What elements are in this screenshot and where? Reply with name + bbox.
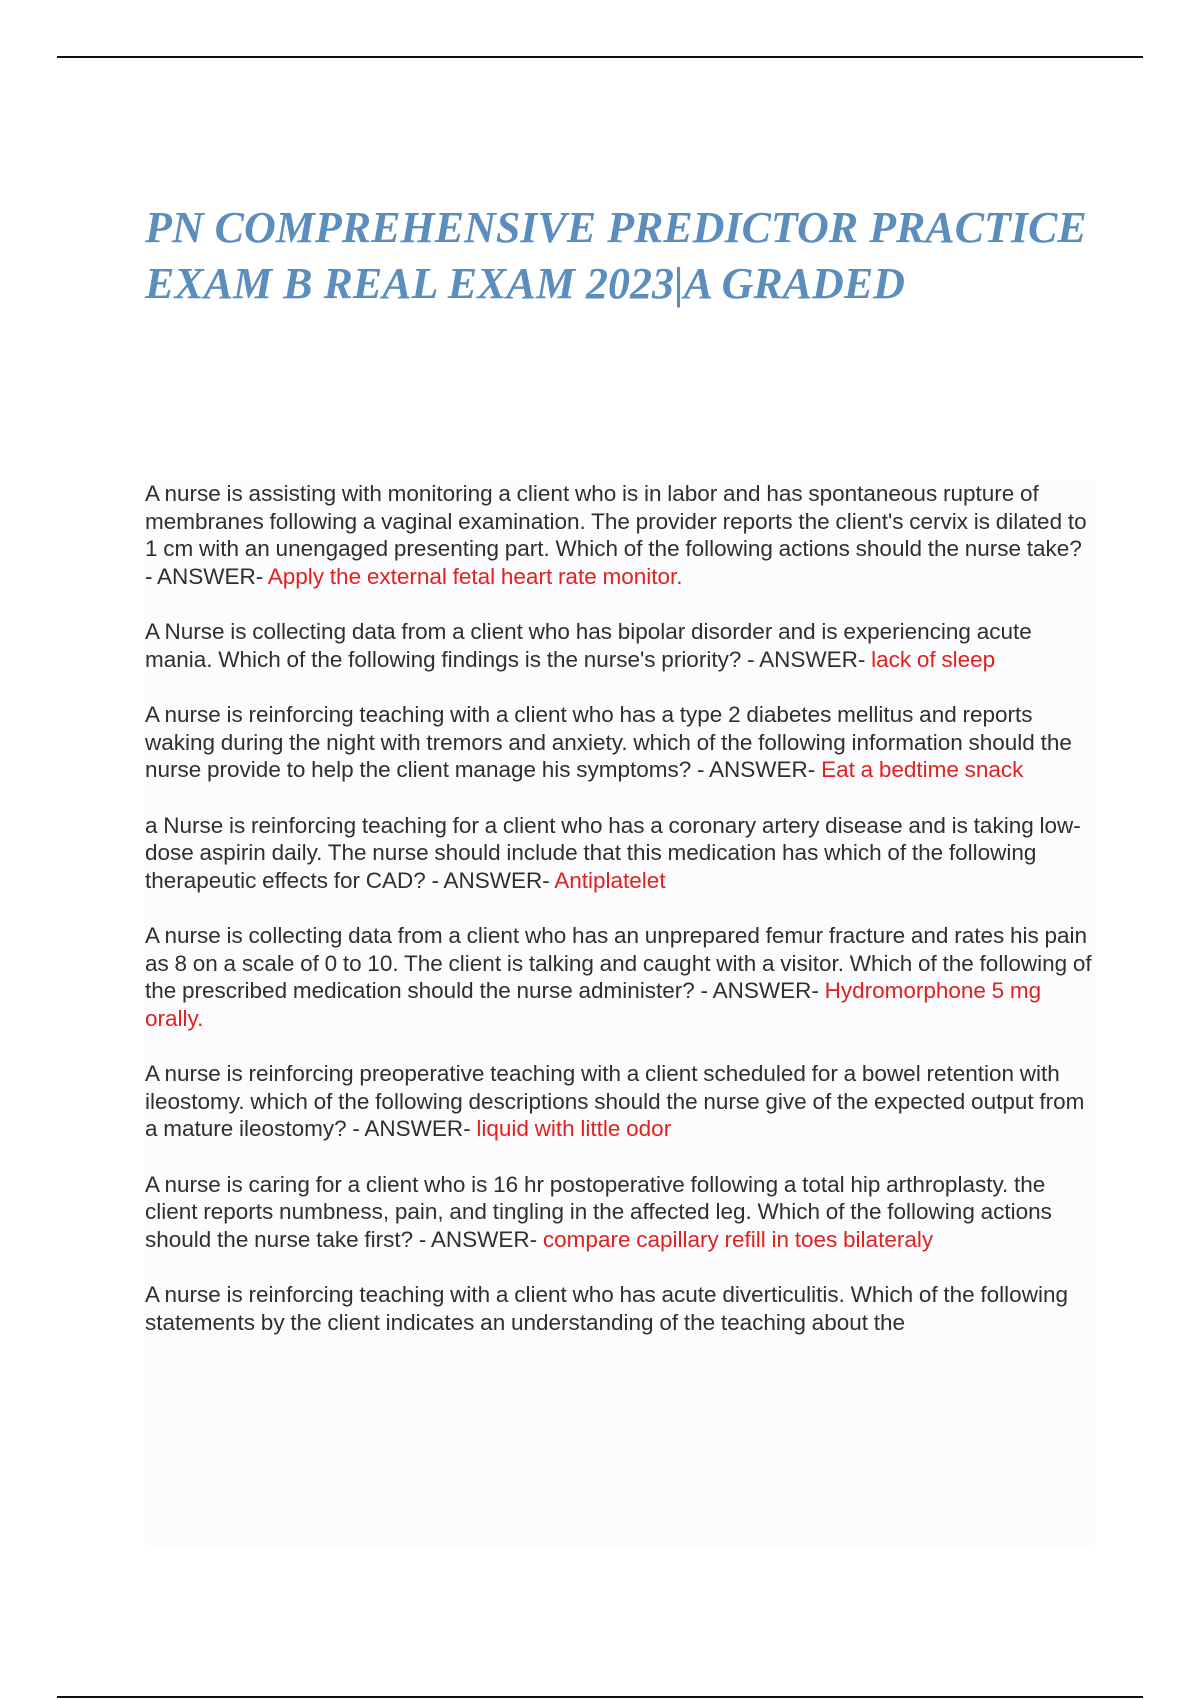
answer-text: Antiplatelet — [554, 867, 666, 893]
question-text: A nurse is reinforcing preoperative teaching with a client scheduled for a bowel retention with ileostomy. which of the following descriptions should the nurse give of the expected output from a mature ileostomy? - ANSWER- — [145, 1061, 1085, 1141]
qa-item-3 — [145, 701, 1095, 784]
question-text: A nurse is collecting data from a client who has an unprepared femur fracture and rates his pain as 8 on a scale of 0 to 10. The client is talking and caught with a visitor. Which of the following of the prescribed medication should the nurse administer? - ANSWER- — [145, 923, 1092, 1003]
footer-rule — [57, 1696, 1143, 1698]
qa-item-8 — [145, 1281, 1095, 1336]
question-text: A nurse is caring for a client who is 16 hr postoperative following a total hip arthroplasty. the client reports numbness, pain, and tingling in the affected leg. Which of the following actions should the nurse take first? - ANSWER- — [145, 1171, 1052, 1252]
qa-item-4 — [145, 812, 1095, 895]
answer-text: compare capillary refill in toes bilateraly — [542, 1226, 934, 1252]
document-title: PN COMPREHENSIVE PREDICTOR PRACTICE EXAM B REAL EXAM 2023|A GRADED — [145, 203, 1087, 308]
question-text: A nurse is assisting with monitoring a client who is in labor and has spontaneous rupture of membranes following a vaginal examination. The provider reports the client's cervix is dilated to 1 cm with an unengaged presenting part. Which of the following actions should the nurse take? - ANSWER- — [145, 481, 1087, 589]
qa-item-7 — [145, 1171, 1095, 1254]
answer-text: Apply the external fetal heart rate monitor. — [267, 563, 683, 589]
answer-text: lack of sleep — [871, 646, 996, 672]
qa-item-2 — [145, 618, 1095, 673]
qa-item-5 — [145, 922, 1095, 1032]
qa-item-6 — [145, 1060, 1095, 1143]
answer-text: liquid with little odor — [476, 1116, 672, 1141]
qa-item-1 — [145, 480, 1095, 590]
question-text: A nurse is reinforcing teaching with a client who has a type 2 diabetes mellitus and reports waking during the night with tremors and anxiety. which of the following information should the nurse provide to help the client manage his symptoms? - ANSWER- — [145, 702, 1072, 782]
answer-text: Hydromorphone 5 mg orally. — [145, 978, 1042, 1031]
header-rule — [57, 56, 1143, 58]
answer-text: Eat a bedtime snack — [821, 757, 1024, 782]
question-text: a Nurse is reinforcing teaching for a client who has a coronary artery disease and is taking low-dose aspirin daily. The nurse should include that this medication has which of the following therapeutic effects for CAD? - ANSWER- — [145, 812, 1081, 893]
qa-list — [145, 480, 1095, 1550]
question-text: A Nurse is collecting data from a client who has bipolar disorder and is experiencing acute mania. Which of the following findings is the nurse's priority? - ANSWER- — [145, 619, 1032, 672]
question-text: A nurse is reinforcing teaching with a client who has acute diverticulitis. Which of the following statements by the client indicates an understanding of the teaching about the — [145, 1282, 1068, 1335]
